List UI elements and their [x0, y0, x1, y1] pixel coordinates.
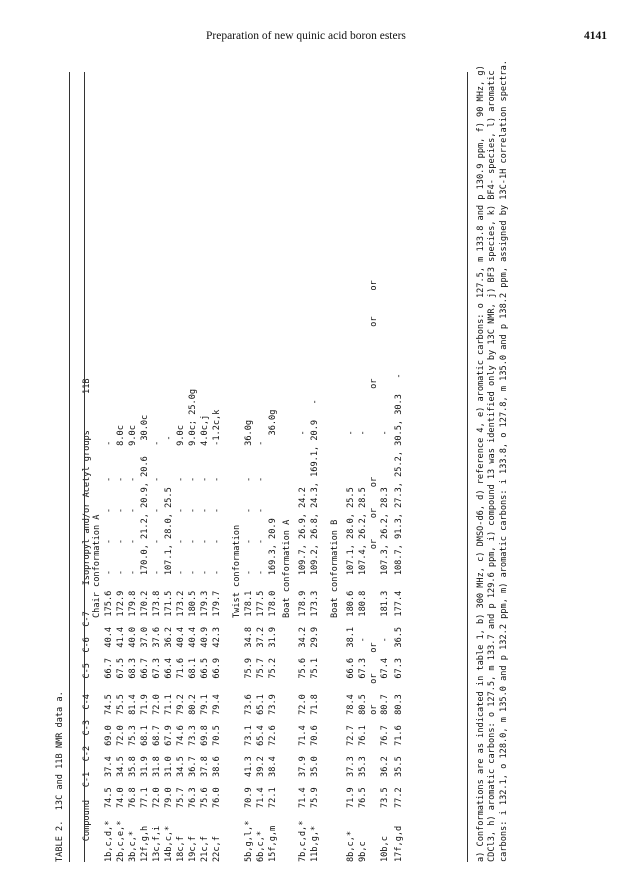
values-cell: 75.6 37.8 69.8 79.1 66.5 40.9 179.3 - - - - 4.0c,j	[200, 414, 210, 808]
values-cell: 73.5 36.2 76.7 80.7 67.4 - 181.3 107.3, 26.2, 28.3 -	[380, 430, 390, 808]
values-cell: 75.9 35.0 70.6 71.8 75.1 29.9 173.3 109.2, 26.8, 24.3, 169.1, 20.9 -	[310, 399, 320, 808]
section-label: Boat conformation A	[282, 519, 292, 618]
table-row	[380, 430, 391, 862]
table-row	[140, 415, 151, 862]
compound-cell: 5b,g,l,*	[244, 820, 254, 862]
table-bottom-rule	[467, 72, 468, 862]
table-row	[268, 410, 279, 862]
table-row	[200, 415, 211, 862]
values-cell: 74.5 37.4 69.0 74.5 66.7 40.4 175.6 - - - - -	[104, 440, 114, 808]
compound-cell: 1b,c,d,*	[104, 820, 114, 862]
col-compound: Compound	[82, 799, 93, 842]
values-cell: 72.0 31.8 68.7 72.0 67.3 37.6 173.8 - - - - -	[152, 440, 162, 808]
compound-cell: 2b,c,e,*	[116, 820, 126, 862]
col-c2: C-2	[82, 745, 93, 762]
values-cell: 76.0 38.6 70.5 79.4 66.9 42.3 179.7 - - - - -1.2c,k	[212, 409, 222, 808]
table-row	[369, 280, 380, 862]
compound-cell: 17f,g,d	[394, 825, 404, 862]
table-header-rule	[84, 72, 85, 862]
compound-cell: 12f,g,h	[140, 825, 150, 862]
table-row	[298, 430, 309, 862]
compound-cell: 11b,g,*	[310, 825, 320, 862]
table-row	[176, 425, 187, 862]
table-row	[128, 425, 139, 862]
compound-cell: 3b,c,*	[128, 830, 138, 862]
col-c6: C-6	[82, 637, 93, 653]
values-cell: 77.2 35.5 71.6 80.3 67.3 36.5 177.4 108.7, 91.3, 27.3, 25.2, 30.5, 30.3 -	[394, 373, 404, 808]
compound-cell: 6b,c,*	[256, 830, 266, 862]
col-c3: C-3	[82, 719, 93, 736]
col-c7: C-7	[82, 611, 93, 627]
compound-cell: 18c,f	[176, 836, 186, 862]
table-row	[188, 389, 199, 862]
compound-cell: 9b,c	[358, 841, 368, 862]
page-header	[0, 30, 632, 50]
compound-cell: 8b,c,*	[346, 830, 356, 862]
table-row	[212, 410, 223, 862]
table-row	[116, 425, 127, 862]
table-row	[244, 420, 255, 862]
values-cell: 77.1 31.9 68.1 71.9 66.7 37.0 170.2 170.0, 21.2, 20.9, 20.6 30.0c	[140, 414, 150, 808]
section-label: Chair conformation A	[92, 514, 102, 618]
rotated-table	[55, 62, 595, 862]
running-title: Preparation of new quinic acid boron esters	[206, 30, 406, 42]
col-c1: C-1	[82, 771, 93, 788]
section-label: Boat conformation B	[330, 519, 340, 618]
compound-cell: 13c,f,i	[152, 825, 162, 862]
compound-cell: 19c,f	[188, 836, 198, 862]
values-cell: 76.3 36.7 73.3 80.2 68.1 40.4 180.5 - - - - 9.0c; 25.0g	[188, 388, 198, 808]
values-cell: 76.8 35.8 75.3 81.4 68.3 40.0 179.8 - - - - 9.0c	[128, 425, 138, 808]
section-label: Twist conformation	[232, 524, 242, 618]
table-row	[152, 441, 163, 862]
compound-cell: 14b,c,*	[164, 825, 174, 862]
compound-cell: 7b,c,d,*	[298, 820, 308, 862]
values-cell: 71.4 39.2 65.4 65.1 75.7 37.2 177.5 - - - - -	[256, 440, 266, 808]
compound-cell: 10b,c	[380, 836, 390, 862]
table-header-row	[71, 378, 105, 862]
col-11b: 11B	[82, 378, 93, 394]
table-title: TABLE 2. 13C and 11B NMR data a.	[55, 691, 65, 862]
values-cell: 70.9 41.3 73.1 73.6 75.9 34.8 178.1 - - - - 36.0g	[244, 419, 254, 808]
values-cell: or or or or or or or or or	[369, 280, 379, 808]
page-number: 4141	[584, 30, 607, 42]
table-row	[346, 430, 357, 862]
col-c4: C-4	[82, 694, 93, 710]
table-footnote: a) Conformations are as indicated in table 1, b) 300 MHz, c) DMSO-d6, d) reference 4, e) aromatic carbons: o 127.5, m 133.8 and p 130.9 ppm, f) 90 MHz, g) CDCl3, h) aromatic carbons: o 127.5, m 133.7 and p 129.6 ppm, i) compound 13 was identified only by 13C NMR, j) BF3 species, k) BF4- species, l) aromatic carbons: i 132.1, o 128.0, m 135.0 and p 132.2 ppm, m) aromatic carbons: i 133.8, o 127.8, m 135.0 and p 138.2 ppm, assigned by 13C-1H correlation spectra.	[476, 60, 509, 862]
values-cell: 71.9 37.3 72.7 78.4 66.6 38.1 180.6 107.1, 28.0, 25.5 -	[346, 430, 356, 808]
table-top-rule	[69, 72, 70, 862]
table-row	[256, 441, 267, 862]
values-cell: 75.7 34.5 74.6 79.2 71.6 40.4 173.2 - - - - 9.0c	[176, 425, 186, 808]
table-row	[310, 399, 321, 862]
col-c5: C-5	[82, 663, 93, 679]
values-cell: 71.4 37.9 71.4 72.0 75.6 34.2 178.9 109.7, 26.9, 24.2 -	[298, 430, 308, 808]
compound-cell: 21c,f	[200, 836, 210, 862]
values-cell: 76.5 35.3 76.1 80.5 67.3 - 180.8 107.4, 26.2, 28.5 -	[358, 430, 368, 808]
compound-cell: 22c,f	[212, 836, 222, 862]
compound-cell: 15f,g,m	[268, 825, 278, 862]
table-row	[394, 373, 405, 862]
values-cell: 74.0 34.5 72.0 75.5 67.5 41.4 172.9 - - - - 8.0c	[116, 425, 126, 808]
table-row	[104, 441, 115, 862]
col-isopropyl-acetyl: Isopropyl and/or Acetyl groups	[82, 430, 93, 586]
values-cell: 79.0 31.0 67.9 71.1 66.4 36.2 171.5 107.1, 28.0, 25.5 -	[164, 435, 174, 808]
table-row	[358, 430, 369, 862]
values-cell: 72.1 38.4 72.6 73.9 75.2 31.9 178.0 169.3, 20.9 36.0g	[268, 409, 278, 808]
table-row	[164, 435, 175, 862]
